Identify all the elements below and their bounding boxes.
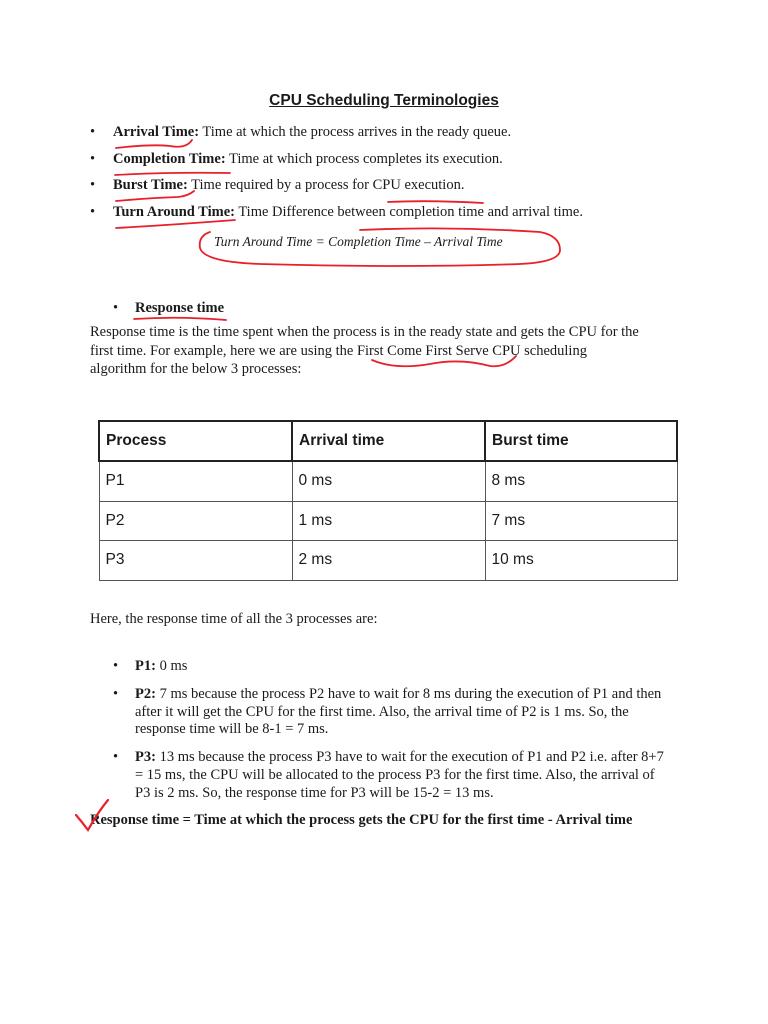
definition-term: Burst Time: xyxy=(113,177,188,194)
paragraph-line: first time. For example, here we are using the First Come First Serve CPU scheduling xyxy=(90,342,587,359)
response-text: 7 ms because the process P2 have to wait for 8 ms during the execution of P1 and then after it will get the CPU for the first time. Also, the arrival time of P2 is 1 ms. So, the response time will be 8-1 = 7 ms. xyxy=(135,685,662,738)
table-cell: 2 ms xyxy=(292,541,485,581)
definition-text: Time at which process completes its execution. xyxy=(225,150,503,167)
paragraph-line: algorithm for the below 3 processes: xyxy=(90,361,302,377)
bullet: • xyxy=(90,204,96,221)
table-header-cell: Process xyxy=(99,421,292,461)
response-intro: Here, the response time of all the 3 processes are: xyxy=(90,611,378,627)
page-title: CPU Scheduling Terminologies xyxy=(269,92,499,109)
table-header-cell: Arrival time xyxy=(292,421,485,461)
table-header-cell: Burst time xyxy=(485,421,677,461)
bullet: • xyxy=(113,300,119,316)
bullet: • xyxy=(113,658,119,674)
table-header-row xyxy=(99,421,677,461)
bullet: • xyxy=(90,150,96,167)
definition-burst-time xyxy=(90,177,730,204)
response-label: P2: xyxy=(135,685,156,702)
table-row xyxy=(99,461,677,501)
response-text: 0 ms xyxy=(155,658,188,674)
table-cell: 8 ms xyxy=(485,461,677,501)
table-cell: P2 xyxy=(99,501,292,541)
bullet: • xyxy=(113,749,119,766)
response-item-p3 xyxy=(113,749,673,802)
table-row xyxy=(99,501,677,541)
table-cell: P1 xyxy=(99,461,292,501)
definition-arrival-time xyxy=(90,124,730,151)
definition-term: Completion Time: xyxy=(113,150,226,167)
definition-turn-around-time xyxy=(90,204,730,231)
definition-list xyxy=(90,124,730,231)
paragraph-line: Response time is the time spent when the process is in the ready state and gets the CPU for the xyxy=(90,324,639,340)
definition-completion-time xyxy=(90,151,730,178)
response-item-p1 xyxy=(113,658,673,676)
turnaround-formula: Turn Around Time = Completion Time – Arrival Time xyxy=(214,234,503,249)
response-time-summary: Response time = Time at which the process gets the CPU for the first time - Arrival time xyxy=(90,812,633,828)
table-row xyxy=(99,541,677,581)
definition-text: Time Difference between completion time and arrival time. xyxy=(234,204,583,221)
response-item-p2 xyxy=(113,686,673,739)
response-list xyxy=(113,658,673,803)
bullet: • xyxy=(90,177,96,194)
table-cell: P3 xyxy=(99,541,292,581)
bullet: • xyxy=(113,685,119,702)
table-cell: 1 ms xyxy=(292,501,485,541)
definition-text: Time required by a process for CPU execution. xyxy=(187,177,465,194)
response-text: 13 ms because the process P3 have to wait for the execution of P1 and P2 i.e. after 8+7 = 15 ms, the CPU will be allocated to the process P3 for the first time. Also, the arrival of P3 is 2 ms. So, the response time for P3 will be 15-2 = 13 ms. xyxy=(135,749,664,801)
underline-response-time xyxy=(134,318,226,320)
response-time-heading xyxy=(113,300,224,317)
table-cell: 7 ms xyxy=(485,501,677,541)
response-label: P3: xyxy=(135,749,156,766)
process-table xyxy=(98,420,678,581)
table-cell: 10 ms xyxy=(485,541,677,581)
response-label: P1: xyxy=(135,658,156,674)
bullet: • xyxy=(90,124,96,140)
response-time-heading-text: Response time xyxy=(135,300,225,316)
table-cell: 0 ms xyxy=(292,461,485,501)
response-time-paragraph xyxy=(90,323,690,379)
definition-text: Time at which the process arrives in the ready queue. xyxy=(199,124,512,140)
definition-term: Arrival Time: xyxy=(113,124,200,140)
definition-term: Turn Around Time: xyxy=(113,204,235,221)
